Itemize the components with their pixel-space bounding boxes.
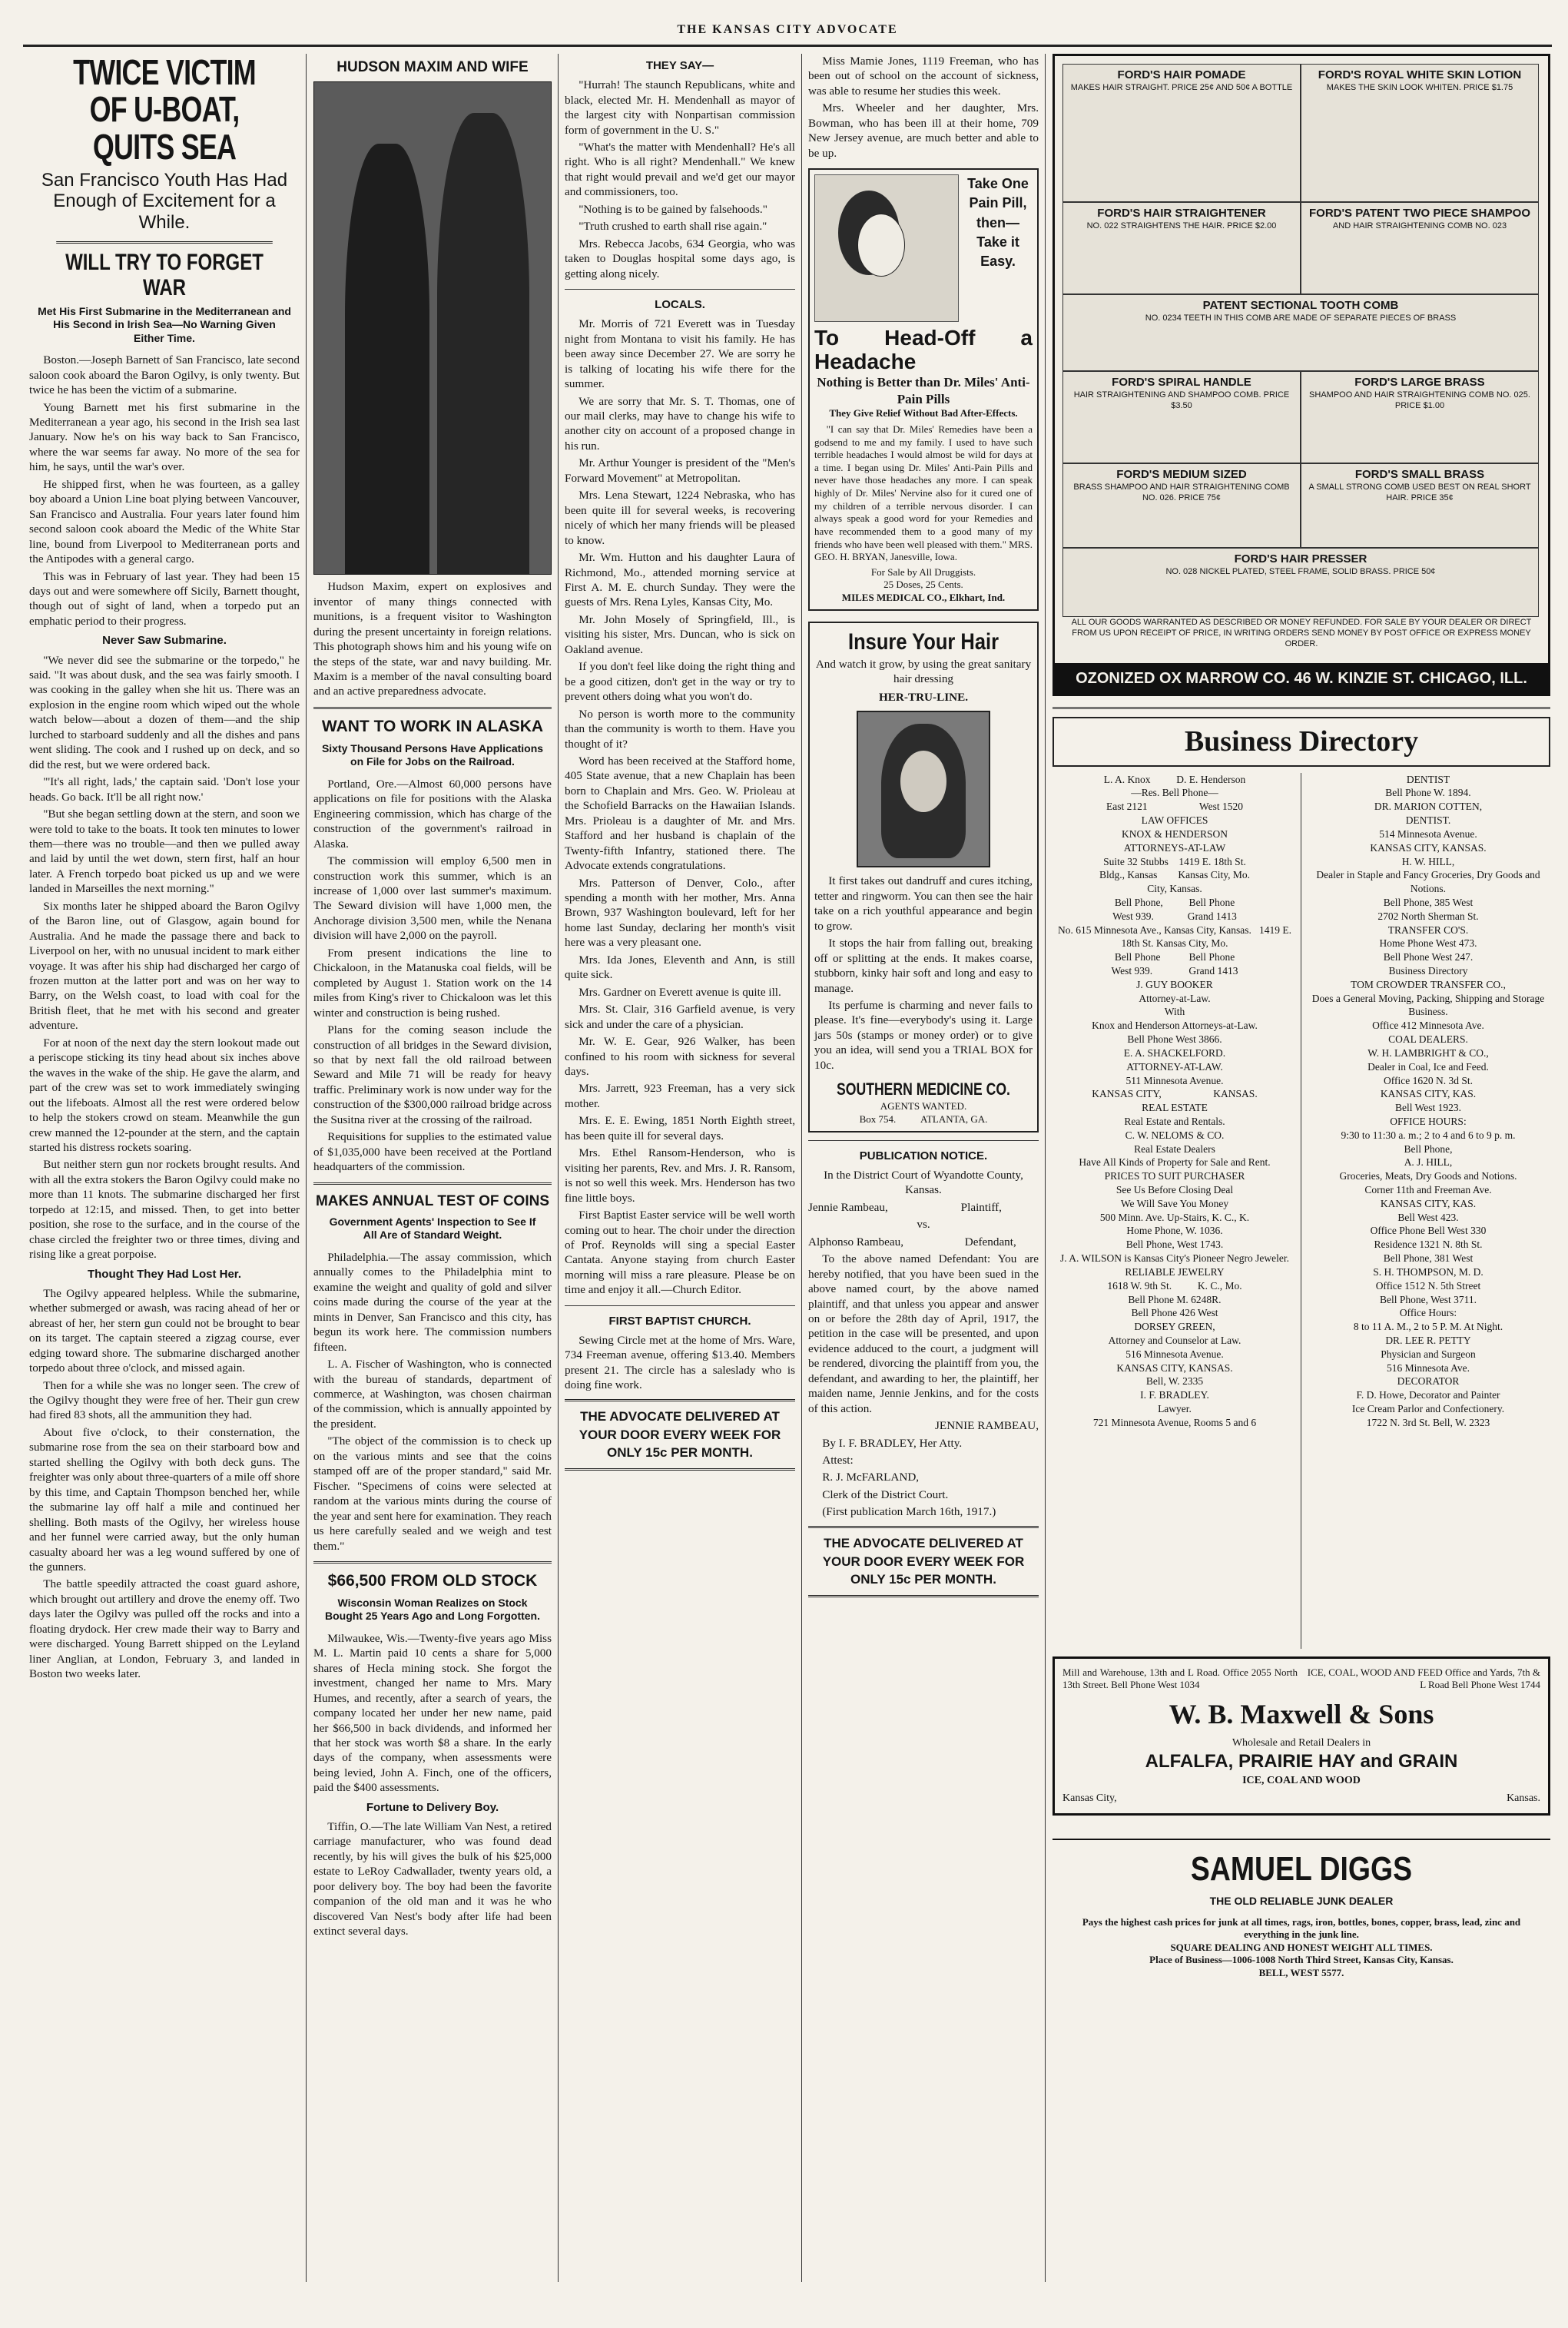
directory-line: Office Phone Bell West 330 — [1370, 1225, 1487, 1237]
directory-right-column — [1306, 773, 1550, 1430]
paragraph: The Ogilvy appeared helpless. While the submarine, whether submerged or awash, was racing ahead of her or abreast of her, her stern gun could not be brought to bear on its target. The captain steered a zigzag course, ever edging toward shore. The submarine discharged another torpedo about three o'clock, and missed again. — [29, 1286, 300, 1375]
maxwell-line-3: ICE, COAL AND WOOD — [1242, 1774, 1361, 1786]
diggs-line-4: BELL, WEST 5577. — [1258, 1967, 1344, 1979]
directory-line: KANSAS CITY, KANSAS. — [1092, 1088, 1258, 1100]
ad-hair-body — [814, 874, 1033, 1073]
paragraph: The battle speedily attracted the coast guard ashore, which brought out artillery and drove the enemy off. Two days later the Ogilvy was pulled off the rocks and into a floating drydock. Her crew made their way to Barry and were discharged. Young Barrett shipped on the Leyland liner Anglian, at London, February 3, and landed in Boston two weeks later. — [29, 1577, 300, 1681]
article-coins-body — [313, 1250, 552, 1554]
local-item: Mr. Arthur Younger is president of the "Men's Forward Movement" at Metropolitan. — [565, 456, 795, 485]
deck-uboat: Met His First Submarine in the Mediterranean and His Second in Irish Sea—No Warning Given Either Time. — [38, 304, 291, 344]
directory-line: Home Phone West 473. — [1379, 937, 1477, 950]
directory-line: Bell Phone W. 1894. — [1385, 787, 1471, 799]
ford-item-name: FORD'S LARGE BRASS — [1354, 376, 1485, 389]
directory-line: RELIABLE JEWELRY — [1125, 1265, 1225, 1278]
local-item: If you don't feel like doing the right thing and be a good citizen, don't get in the way or try to prevent others doing what you won't do. — [565, 660, 795, 704]
ford-item-name: FORD'S SPIRAL HANDLE — [1112, 376, 1251, 389]
directory-line: KNOX & HENDERSON — [1122, 827, 1228, 840]
directory-line: Bell Phone, West 1743. — [1125, 1239, 1224, 1251]
directory-line: Office Hours: — [1399, 1307, 1457, 1319]
directory-line: DECORATOR — [1397, 1375, 1460, 1388]
directory-line: 1722 N. 3rd St. Bell, W. 2323 — [1366, 1416, 1490, 1428]
directory-line: W. H. LAMBRIGHT & CO., — [1367, 1046, 1489, 1059]
directory-line: Bell Phone West 247. — [1383, 951, 1474, 963]
directory-line: H. W. HILL, — [1401, 855, 1455, 867]
paragraph: Mrs. Rebecca Jacobs, 634 Georgia, who was taken to Douglas hospital some days ago, is getting along nicely. — [565, 237, 795, 280]
ford-item-large-brass — [1301, 371, 1539, 463]
directory-line: 721 Minnesota Avenue, Rooms 5 and 6 — [1092, 1416, 1257, 1428]
they-say-body — [565, 78, 795, 281]
directory-line: 514 Minnesota Avenue. — [1379, 827, 1477, 840]
paragraph: Portland, Ore.—Almost 60,000 persons have applications on file for positions with the Alaska Engineering commission, which has charge of the construction of the government's railroad in Alaska. — [313, 777, 552, 851]
ad-hair-agents: AGENTS WANTED. — [880, 1100, 967, 1113]
ford-item-name: FORD'S MEDIUM SIZED — [1116, 468, 1247, 481]
local-item: Mrs. St. Clair, 316 Garfield avenue, is very sick and under the care of a physician. — [565, 1003, 795, 1031]
photo-title-maxim: HUDSON MAXIM AND WIFE — [336, 59, 529, 75]
directory-line: We Will Save You Money — [1120, 1197, 1229, 1209]
local-item: Mrs. E. E. Ewing, 1851 North Eighth street, has been quite ill for several days. — [565, 1114, 795, 1142]
directory-line: OFFICE HOURS: — [1390, 1115, 1467, 1127]
ford-item-name: FORD'S ROYAL WHITE SKIN LOTION — [1318, 68, 1522, 81]
ad-hair-company: SOUTHERN MEDICINE CO. — [837, 1079, 1010, 1099]
ford-item-tooth-comb — [1062, 294, 1539, 371]
subhead-delivery-boy: Fortune to Delivery Boy. — [366, 1800, 499, 1814]
paragraph: "Hurrah! The staunch Republicans, white and black, elected Mr. H. Mendenhall as mayor of the largest city with Nonpartisan commission form of government in the U. S." — [565, 78, 795, 137]
directory-line: E. A. SHACKELFORD. — [1123, 1046, 1226, 1059]
ford-item-name: FORD'S HAIR PRESSER — [1234, 552, 1367, 565]
publication-attest: Attest: — [822, 1454, 854, 1467]
local-item: Mrs. Jarrett, 923 Freeman, has a very sick mother. — [565, 1082, 795, 1110]
ad-miles-foot-3: MILES MEDICAL CO., Elkhart, Ind. — [841, 592, 1006, 604]
directory-line: East 2121 West 1520 — [1106, 801, 1243, 813]
local-item: Mr. John Mosely of Springfield, Ill., is visiting his sister, Mrs. Duncan, who is sick on Oakland avenue. — [565, 612, 795, 656]
local-item: Mr. Morris of 721 Everett was in Tuesday night from Montana to visit his family. He has been away since December 27. We are sorry he is talking of locating his wife there for the summer. — [565, 317, 795, 391]
ford-item-name: FORD'S SMALL BRASS — [1354, 468, 1485, 481]
directory-line: 511 Minnesota Avenue. — [1125, 1074, 1224, 1086]
maxwell-name: W. B. Maxwell & Sons — [1169, 1698, 1434, 1729]
paragraph: Young Barnett met his first submarine in the Mediterranean a year ago, his second in the Irish sea last January. Now he's on his way back to San Francisco, where the war seems far away. No more of the sea for him, he says, until the war's over. — [29, 400, 300, 474]
directory-line: —Res. Bell Phone— — [1131, 787, 1218, 799]
business-directory — [1053, 773, 1550, 1649]
directory-line: PRICES TO SUIT PURCHASER — [1104, 1170, 1245, 1182]
directory-line: Bell Phone, Bell Phone — [1114, 896, 1235, 908]
locals-continued — [808, 54, 1039, 161]
paragraph: Its perfume is charming and never fails to please. It's fine—everybody's using it. Large jars 50s (stamps or money order) or to give you an idea, will send you a TRIAL BOX for 10c. — [814, 999, 1033, 1072]
directory-line: DORSEY GREEN, — [1134, 1321, 1215, 1333]
directory-line: Groceries, Meats, Dry Goods and Notions. — [1339, 1170, 1517, 1182]
ford-item-desc: MAKES THE SKIN LOOK WHITEN. PRICE $1.75 — [1326, 83, 1513, 93]
directory-line: S. H. THOMPSON, M. D. — [1373, 1265, 1483, 1278]
directory-line: Real Estate Dealers — [1134, 1142, 1215, 1155]
article-alaska-body — [313, 777, 552, 1175]
ad-ford-products — [1053, 54, 1550, 696]
ford-item-desc: NO. 022 STRAIGHTENS THE HAIR. PRICE $2.00 — [1086, 221, 1277, 231]
diggs-name: SAMUEL DIGGS — [1190, 1850, 1413, 1889]
directory-line: Bell Phone, 381 West — [1383, 1252, 1474, 1265]
directory-line: Bell Phone, 385 West — [1383, 896, 1474, 908]
publication-clerk-title: Clerk of the District Court. — [822, 1487, 949, 1501]
directory-line: Bell Phone 426 West — [1131, 1307, 1218, 1319]
divider — [313, 707, 552, 709]
directory-line: 516 Minnesota Ave. — [1386, 1361, 1470, 1374]
ford-item-name: FORD'S HAIR POMADE — [1117, 68, 1246, 81]
article-delivery-boy-body — [313, 1819, 552, 1939]
publication-first-date: (First publication March 16th, 1917.) — [822, 1505, 996, 1519]
paragraph: For at noon of the next day the stern lookout made out a periscope sticking its tiny head about six inches above the waves in the wake of the ship. He gave the alarm, and part of the crew was set to work immediately swinging out the lifeboats. Almost all the rest were ordered below to help the stokers crowd on steam. Meanwhile the gun crew manned the 12-pounder at the stern, and the captain started his distress rockets soaring. — [29, 1036, 300, 1155]
subhead-never-saw: Never Saw Submarine. — [102, 634, 227, 648]
diggs-line-3: Place of Business—1006-1008 North Third Street, Kansas City, Kansas. — [1149, 1954, 1454, 1966]
directory-line: Knox and Henderson Attorneys-at-Law. — [1092, 1020, 1258, 1032]
subheadline-uboat: San Francisco Youth Has Had Enough of Excitement for a While. — [41, 169, 288, 234]
ford-item-desc: NO. 028 NICKEL PLATED, STEEL FRAME, SOLID BRASS. PRICE 50¢ — [1165, 567, 1436, 577]
delivery-notice: THE ADVOCATE DELIVERED AT YOUR DOOR EVERY WEEK FOR ONLY 15c PER MONTH. — [808, 1526, 1039, 1597]
headline-they-say: THEY SAY— — [645, 59, 714, 72]
directory-line: Bell Phone, West 3711. — [1379, 1293, 1477, 1305]
directory-line: KANSAS CITY, KANSAS. — [1116, 1361, 1233, 1374]
paragraph: "We never did see the submarine or the torpedo," he said. "It was about dusk, and the sea was fairly smooth. I was cooking in the galley when she hit us. There was an explosion in the engine room which wiped out the whole watch below—about a dozen of them—and the ship lurched to starboard suddenly and all the dishes and pans went sliding. The cook and I rushed up on deck, and so did the rest, but we were ordered back. — [29, 653, 300, 771]
diggs-sub: THE OLD RELIABLE JUNK DEALER — [1209, 1894, 1394, 1907]
paragraph: Six months later he shipped aboard the Baron Ogilvy of the Baron line, out of Glasgow, again bound for Australia. And he made the passage there and back to Liverpool on her, with no unusual incident to mark either voyage. It was after his ship had discharged her cargo of frozen mutton at the latter port and was on her way to Barry, on the Welsh coast, to load with coal for the British fleet, that he met with his second and greater adventure. — [29, 899, 300, 1033]
divider — [313, 1182, 552, 1185]
directory-line: 500 Minn. Ave. Up-Stairs, K. C., K. — [1099, 1211, 1250, 1223]
paragraph: "The object of the commission is to check up on the various mints and see that the coins stamped off are of the proper standard," said Mr. Fischer. "Specimens of coins were selected at random at the various mints during the course of the year and sent here for examination. They reach us here carefully sealed and we weigh and test them." — [313, 1434, 552, 1553]
paragraph: Boston.—Joseph Barnett of San Francisco, late second saloon cook aboard the Baron Ogilvy, is only twenty. But twice he has been the victim of a submarine. — [29, 353, 300, 397]
directory-line: Dealer in Staple and Fancy Groceries, Dry Goods and Notions. — [1316, 869, 1543, 895]
deck-coins: Government Agents' Inspection to See If All Are of Standard Weight. — [329, 1215, 536, 1242]
ad-samuel-diggs — [1053, 1839, 1550, 1987]
directory-line: Bldg., Kansas Kansas City, Mo. — [1099, 869, 1250, 881]
illustration-face — [857, 214, 905, 277]
ad-illustration-woman — [814, 174, 959, 322]
local-item: Word has been received at the Stafford home, 405 State avenue, that a new Chaplain has been born to Chaplain and Mrs. Geo. W. Prioleau at the Schofield Barracks on the Hawaiian Islands. Mrs. Prioleau is a daughter of Mr. and Mrs. Stafford and her husband is chaplain of the Twenty-fifth Infantry, stationed there. The Advocate extends congratulations. — [565, 754, 795, 873]
ad-miles-deck: They Give Relief Without Bad After-Effects. — [829, 407, 1018, 420]
local-item: We are sorry that Mr. S. T. Thomas, one of our mail clerks, may have to change his wife to another city on account of a proposed change in his run. — [565, 394, 795, 453]
ford-item-medium-sized — [1062, 463, 1301, 548]
directory-line: I. F. BRADLEY. — [1140, 1389, 1209, 1401]
ford-item-desc: A SMALL STRONG COMB USED BEST ON REAL SHORT HAIR. PRICE 35¢ — [1308, 483, 1531, 503]
ad-maxwell-sons — [1053, 1656, 1550, 1816]
directory-line: 516 Minnesota Avenue. — [1125, 1348, 1224, 1360]
column-4 — [808, 54, 1039, 2282]
column-rule — [1045, 54, 1046, 2282]
publication-clerk: R. J. McFARLAND, — [822, 1471, 920, 1484]
directory-line: DENTIST. — [1405, 814, 1451, 827]
directory-line: REAL ESTATE — [1142, 1102, 1208, 1114]
directory-line: DR. MARION COTTEN, — [1374, 801, 1483, 813]
ford-item-name: PATENT SECTIONAL TOOTH COMB — [1202, 299, 1399, 312]
local-item: Mrs. Ida Jones, Eleventh and Ann, is still quite sick. — [565, 953, 795, 982]
directory-line: TRANSFER CO'S. — [1387, 924, 1469, 936]
directory-line: Home Phone, W. 1036. — [1126, 1225, 1223, 1237]
ad-hair-brand: HER-TRU-LINE. — [878, 690, 969, 704]
directory-line: COAL DEALERS. — [1388, 1033, 1468, 1046]
directory-line: West 939. Grand 1413 — [1112, 910, 1237, 922]
local-item: Mr. Wm. Hutton and his daughter Laura of Richmond, Mo., attended morning service at First A. M. E. church Sunday. They were the guests of Mrs. Rena Lyles, Kansas City, Mo. — [565, 551, 795, 609]
diggs-body: Pays the highest cash prices for junk at all times, rags, iron, bottles, bones, copper, brass, lead, zinc and everything in the junk line. — [1082, 1915, 1521, 1941]
headline-first-baptist: FIRST BAPTIST CHURCH. — [608, 1314, 751, 1328]
ford-item-desc: AND HAIR STRAIGHTENING COMB NO. 023 — [1332, 221, 1507, 231]
column-5 — [1053, 54, 1550, 2282]
paragraph: The commission will employ 6,500 men in construction work this summer, which is an increase of 1,000 over last summer's maximum. The Seward division will have 1,000 men, the Anchorage division 3,500 men, while the Nenana division will have 2,000 on the payroll. — [313, 854, 552, 943]
paragraph: Requisitions for supplies to the estimated value of $1,035,000 have been received at the Portland headquarters of the commission. — [313, 1130, 552, 1174]
local-item: Mrs. Patterson of Denver, Colo., after spending a month with her mother, Mrs. Anna Brown, 937 Washington boulevard, left for her home last Sunday, declaring her month's visit here was a very pleasant one. — [565, 876, 795, 950]
headline-uboat: TWICE VICTIM OF U-BOAT, QUITS SEA — [73, 54, 256, 167]
paragraph: "What's the matter with Mendenhall? He's all right. Who is all right? Mendenhall." We knew that right would prevail and we'd get our mayor and commissioners, too. — [565, 141, 795, 199]
ad-hair-sub: And watch it grow, by using the great sanitary hair dressing — [815, 658, 1032, 686]
directory-line: ATTORNEY-AT-LAW. — [1126, 1060, 1223, 1073]
paragraph: "Truth crushed to earth shall rise again." — [578, 220, 767, 234]
divider — [1053, 707, 1550, 709]
directory-line: KANSAS CITY, KANSAS. — [1370, 841, 1487, 854]
maxwell-city-left: Kansas City, — [1062, 1792, 1117, 1805]
directory-line: Bell, W. 2335 — [1145, 1375, 1204, 1388]
directory-line: Suite 32 Stubbs 1419 E. 18th St. — [1103, 855, 1246, 867]
directory-line: Bell West 423. — [1397, 1211, 1459, 1223]
ford-item-desc: MAKES HAIR STRAIGHT. PRICE 25¢ AND 50¢ A BOTTLE — [1070, 83, 1293, 93]
headline-forget-war: WILL TRY TO FORGET WAR — [56, 241, 273, 300]
directory-line: LAW OFFICES — [1141, 814, 1208, 827]
directory-line: Physician and Surgeon — [1381, 1348, 1476, 1360]
ford-guarantee: ALL OUR GOODS WARRANTED AS DESCRIBED OR MONEY REFUNDED. FOR SALE BY YOUR DEALER OR DIRECT FROM US UPON RECEIPT OF PRICE, IN WRITING ORDERS SEND MONEY BY POST OFFICE OR EXPRESS MONEY ORDER. — [1071, 618, 1532, 649]
divider — [565, 289, 795, 290]
directory-line: KANSAS CITY, KAS. — [1380, 1088, 1477, 1100]
directory-line: Dealer in Coal, Ice and Feed. — [1367, 1060, 1489, 1073]
ad-hair-headline: Insure Your Hair — [847, 628, 999, 655]
publication-court: In the District Court of Wyandotte County, Kansas. — [824, 1168, 1023, 1197]
directory-line: C. W. NELOMS & CO. — [1125, 1129, 1225, 1141]
maxwell-city-right: Kansas. — [1507, 1792, 1540, 1805]
paragraph: From present indications the line to Chickaloon, in the Matanuska coal fields, will be completed by August 1. Station work on the 14 miles from King's river to Chickaloon was let this winter and construction is being rushed. — [313, 946, 552, 1020]
newspaper-page — [23, 23, 1552, 2301]
directory-line: J. GUY BOOKER — [1136, 978, 1213, 990]
ad-miles-foot-2: 25 Doses, 25 Cents. — [883, 579, 963, 591]
paragraph: But neither stern gun nor rockets brought results. And with all the extra stokers the Baron Ogilvy could make no more than 11 knots. The submarine discharged her first torpedo at 12:15, and missed. Then, to get into better position, she rose to the surface, and in the course of the chase circled the freighter two or three times, diving and rising like a great porpoise. — [29, 1158, 300, 1262]
article-uboat-body-2 — [29, 653, 300, 1262]
headline-coins: MAKES ANNUAL TEST OF COINS — [315, 1192, 549, 1209]
first-baptist-body: Sewing Circle met at the home of Mrs. Ware, 734 Freeman avenue, offering $13.40. Members present 21. The circle has a saleslady who is doing fine work. — [565, 1334, 795, 1392]
directory-line: L. A. Knox D. E. Henderson — [1103, 773, 1246, 785]
directory-line: A. J. HILL, — [1404, 1156, 1453, 1169]
ford-item-hair-presser — [1062, 548, 1539, 617]
delivery-notice: THE ADVOCATE DELIVERED AT YOUR DOOR EVERY WEEK FOR ONLY 15c PER MONTH. — [565, 1399, 795, 1471]
ford-company-footer: OZONIZED OX MARROW CO. 46 W. KINZIE ST. CHICAGO, ILL. — [1055, 663, 1548, 694]
ford-item-name: FORD'S PATENT TWO PIECE SHAMPOO — [1308, 207, 1531, 220]
ford-item-desc: BRASS SHAMPOO AND HAIR STRAIGHTENING COMB NO. 026. PRICE 75¢ — [1073, 483, 1290, 503]
directory-line: Residence 1321 N. 8th St. — [1374, 1239, 1483, 1251]
column-rule — [801, 54, 802, 2282]
paragraph: Milwaukee, Wis.—Twenty-five years ago Miss M. L. Martin paid 10 cents a share for 5,000 shares of Hecla mining stock. She forgot the investment, changed her name to Mrs. Mary Humes, and recently, after a search of years, the company located her under her new name, paid her $66,500 in back dividends, and informed her that her stock was worth $8 a share. In the early days of the company, when assessments were being levied, John A. Finch, one of the officers, paid the $400 assessments. — [313, 1631, 552, 1795]
ford-item-straightener — [1062, 202, 1301, 294]
publication-body: To the above named Defendant: You are hereby notified, that you have been sued in the above named court, by the above named plaintiff, and that unless you appear and answer on or before the 28th day of April, 1917, the petition in the case will be presented, and upon evidence adduced to the court, a judgment will be rendered, divorcing the plaintiff from you, the defendant, and awarding to her, the plaintiff, her maiden name, Jennie Jenkins, and for the costs of this action. — [808, 1252, 1039, 1415]
headline-old-stock: $66,500 FROM OLD STOCK — [327, 1571, 538, 1590]
maxwell-line-2: ALFALFA, PRAIRIE HAY and GRAIN — [1145, 1750, 1458, 1772]
directory-line: Real Estate and Rentals. — [1124, 1115, 1225, 1127]
masthead: THE KANSAS CITY ADVOCATE — [23, 23, 1552, 47]
column-2 — [313, 54, 552, 2282]
article-old-stock-body — [313, 1631, 552, 1796]
publication-by: By I. F. BRADLEY, Her Atty. — [822, 1436, 963, 1450]
publication-notice-title: PUBLICATION NOTICE. — [859, 1149, 988, 1162]
article-uboat-body-3 — [29, 1286, 300, 1682]
paragraph: Plans for the coming season include the construction of all bridges in the Seward division, so that by next fall the old railroad between Seward and Mile 71 will be ready for heavy traffic. Preliminary work is now under way for the construction of the $300,000 railroad bridge across the Susitna river at the crossing of the railroad. — [313, 1023, 552, 1126]
divider — [808, 1140, 1039, 1141]
photo-figure-woman — [437, 113, 529, 574]
directory-line: Attorney and Counselor at Law. — [1108, 1334, 1241, 1346]
column-3 — [565, 54, 795, 2282]
directory-line: Does a General Moving, Packing, Shipping and Storage Business. — [1311, 992, 1547, 1018]
ford-item-desc: HAIR STRAIGHTENING AND SHAMPOO COMB. PRICE $3.50 — [1073, 390, 1290, 411]
publication-defendant: Alphonso Rambeau, Defendant, — [808, 1235, 1016, 1249]
deck-old-stock: Wisconsin Woman Realizes on Stock Bought 25 Years Ago and Long Forgotten. — [324, 1596, 540, 1623]
portrait-face — [900, 751, 946, 812]
ford-item-spiral-handle — [1062, 371, 1301, 463]
directory-line: Business Directory — [1388, 965, 1468, 977]
paragraph: This was in February of last year. They had been 15 days out and were somewhere off Sicily, Barnett thought, though out of sight of land, when a torpedo put an emphatic period to their progress. — [29, 569, 300, 628]
directory-line: Ice Cream Parlor and Confectionery. — [1351, 1403, 1505, 1414]
divider — [313, 1561, 552, 1564]
publication-plaintiff: Jennie Rambeau, Plaintiff, — [808, 1200, 1002, 1214]
local-item: Mr. W. E. Gear, 926 Walker, has been confined to his room with sickness for several days. — [565, 1035, 795, 1079]
photo-figure-man — [345, 144, 429, 574]
column-1 — [29, 54, 300, 2282]
ad-miles-headline: To Head-Off a Headache — [814, 326, 1033, 373]
ford-item-skin-lotion — [1301, 64, 1539, 202]
directory-line: No. 615 Minnesota Ave., Kansas City, Kansas. 1419 E. 18th St. Kansas City, Mo. — [1057, 924, 1295, 950]
directory-line: F. D. Howe, Decorator and Painter — [1356, 1389, 1500, 1401]
photo-caption-maxim: Hudson Maxim, expert on explosives and inventor of many things connected with munitions, is a frequent visitor to Washington during the present uncertainty in foreign relations. This photograph shows him and his young wife on the steps of the state, war and navy building. Mr. Maxim is a member of the naval consulting board and an active preparedness advocate. — [313, 580, 552, 698]
paragraph: "But she began settling down at the stern, and soon we were told to take to the boats. It took ten minutes to lower them—there was no trouble—and then we pulled away and laid by until the wet down, stern first, half an hour later. A French torpedo boat picked us up and we were landed in Marseilles the next morning." — [29, 808, 300, 896]
directory-line: Attorney-at-Law. — [1139, 992, 1211, 1004]
directory-line: City, Kansas. — [1147, 883, 1202, 895]
paragraph: Mrs. Wheeler and her daughter, Mrs. Bowman, who has been ill at their home, 709 New Jersey avenue, are much better and able to be up. — [808, 101, 1039, 160]
ad-miles-body: "I can say that Dr. Miles' Remedies have been a godsend to me and my family. I used to have such terrible headaches I would almost be wild for days at a time. I began using Dr. Miles' Anti-Pain Pills and never have those headaches any more. I can speak highly of Dr. Miles' Nervine also for it cured one of my children of a terrible nervous disorder. I can always speak a good word for your Remedies and have recommended them to a good many of my friends who have been well pleased with them." MRS. GEO. H. BRYAN, Janesville, Iowa. — [814, 423, 1033, 563]
directory-line: DENTIST — [1406, 773, 1450, 785]
local-item: Mrs. Lena Stewart, 1224 Nebraska, who has been quite ill for several weeks, is recovering nicely of which her many friends will be pleased to know. — [565, 489, 795, 547]
directory-line: Bell Phone, — [1404, 1142, 1453, 1155]
ad-hair-portrait — [857, 711, 990, 867]
directory-line: 8 to 11 A. M., 2 to 5 P. M. At Night. — [1353, 1321, 1503, 1333]
directory-line: Corner 11th and Freeman Ave. — [1364, 1184, 1492, 1196]
ad-miles-side: Take One Pain Pill, then— Take it Easy. — [967, 176, 1029, 269]
directory-line: 2702 North Sherman St. — [1377, 910, 1479, 922]
paragraph: Then for a while she was no longer seen. The crew of the Ogilvy thought they were free of her. Their gun crew had fired 83 shots, all the ammunition they had. — [29, 1378, 300, 1422]
publication-vs: vs. — [917, 1218, 930, 1232]
local-item: First Baptist Easter service will be well worth coming out to hear. The choir under the direction of Prof. Reynolds will sing a special Easter Cantata. Anyone staying from church Easter morning will miss a rare pleasure. Please be on time and enjoy it all.—Church Editor. — [565, 1209, 795, 1297]
local-item: Mrs. Gardner on Everett avenue is quite ill. — [578, 985, 781, 999]
paragraph: Tiffin, O.—The late William Van Nest, a retired carriage manufacturer, who was found dead recently, by his will gives the bulk of his $25,000 estate to LeRoy Cadwallader, twenty years old, a poor delivery boy. The boy had been the favorite companion of the old man and it was he who discovered Van Nest's body after life had been extinct several days. — [313, 1820, 552, 1938]
subhead-lost-her: Thought They Had Lost Her. — [87, 1267, 241, 1281]
directory-line: Bell Phone West 3866. — [1127, 1033, 1222, 1046]
local-item: Mrs. Ethel Ransom-Henderson, who is visiting her parents, Rev. and Mrs. J. R. Ransom, is not so well this week. Mrs. Henderson has two fine little boys. — [565, 1146, 795, 1205]
deck-alaska: Sixty Thousand Persons Have Applications on File for Jobs on the Railroad. — [321, 741, 544, 768]
ford-item-desc: NO. 0234 TEETH IN THIS COMB ARE MADE OF SEPARATE PIECES OF BRASS — [1145, 313, 1457, 323]
directory-line: 1618 W. 9th St. K. C., Mo. — [1107, 1279, 1242, 1292]
local-item: No person is worth more to the community than the community is worth to them. Have you thought of it? — [565, 707, 795, 751]
directory-line: Office 1620 N. 3d St. — [1384, 1074, 1473, 1086]
ad-miles-sub: Nothing is Better than Dr. Miles' Anti-Pain Pills — [817, 374, 1030, 406]
directory-left-column — [1053, 773, 1297, 1430]
paragraph: L. A. Fischer of Washington, who is connected with the bureau of standards, department of commerce, at Washington, was chosen chairman of the commission, which is annually appointed by the president. — [313, 1358, 552, 1431]
ford-item-desc: SHAMPOO AND HAIR STRAIGHTENING COMB NO. 025. PRICE $1.00 — [1309, 390, 1530, 411]
maxwell-right: ICE, COAL, WOOD AND FEED Office and Yards, 7th & L Road Bell Phone West 1744 — [1307, 1666, 1540, 1691]
paragraph: It stops the hair from falling out, breaking off or splitting at the ends. It makes coarse, stubborn, kinky hair soft and long and easy to manage. — [814, 937, 1033, 995]
column-rule — [558, 54, 559, 2282]
directory-line: Office 1512 N. 5th Street — [1375, 1279, 1481, 1292]
directory-line: KANSAS CITY, KAS. — [1380, 1197, 1477, 1209]
directory-line: Bell Phone Bell Phone — [1114, 951, 1235, 963]
ad-hair-address: Box 754. ATLANTA, GA. — [859, 1113, 988, 1126]
publication-signature: JENNIE RAMBEAU, — [935, 1419, 1039, 1433]
photo-maxim-and-wife — [313, 81, 552, 575]
directory-line: Bell Phone M. 6248R. — [1128, 1293, 1222, 1305]
paragraph: About five o'clock, to their consternation, the submarine rose from the sea on their starboard bow and started shelling the Ogilvy with both deck guns. The freighter was only about three-quarters of a mile off shore by this time, and Captain Thompson benched her, while the submarine lay off half a mile and continued her shelling. Both masts of the Ogilvy, her wireless house and her funnel were carried away, but the only human casualty aboard her was a leg wound suffered by one of the gunners. — [29, 1425, 300, 1574]
headline-locals: LOCALS. — [655, 298, 705, 312]
paragraph: He shipped first, when he was fourteen, as a galley boy aboard a Union Line boat plying between Vancouver, San Francisco and Australia. Four years later found him second saloon cook aboard the Medic of the White Star line, bound from Liverpool to Mediterranean ports and the Antipodes with a general cargo. — [29, 477, 300, 566]
divider — [565, 1305, 795, 1306]
article-uboat-body — [29, 353, 300, 628]
paragraph: It first takes out dandruff and cures itching, tetter and ringworm. You can then see the hair take on a rich youthful appearance and begin to grow. — [814, 874, 1033, 933]
ad-miles-foot-1: For Sale by All Druggists. — [870, 565, 976, 578]
directory-line: TOM CROWDER TRANSFER CO., — [1351, 978, 1506, 990]
paragraph: Miss Mamie Jones, 1119 Freeman, who has been out of school on the account of sickness, was able to resume her studies this week. — [808, 55, 1039, 98]
directory-line: DR. LEE R. PETTY — [1385, 1334, 1471, 1346]
directory-line: Office 412 Minnesota Ave. — [1372, 1020, 1484, 1032]
directory-line: Bell West 1923. — [1394, 1102, 1462, 1114]
column-rule — [306, 54, 307, 2282]
directory-line: ATTORNEYS-AT-LAW — [1123, 841, 1226, 854]
directory-line: Lawyer. — [1158, 1403, 1192, 1414]
directory-line: J. A. WILSON is Kansas City's Pioneer Negro Jeweler. — [1059, 1252, 1290, 1265]
paragraph: "'It's all right, lads,' the captain said. 'Don't lose your heads. Go back. It'll be all right now.' — [29, 775, 300, 804]
headline-alaska: WANT TO WORK IN ALASKA — [321, 717, 544, 735]
directory-line: Have All Kinds of Property for Sale and Rent. — [1079, 1156, 1271, 1169]
ford-item-name: FORD'S HAIR STRAIGHTENER — [1097, 207, 1266, 220]
paragraph: "Nothing is to be gained by falsehoods." — [578, 202, 767, 216]
ford-item-small-brass — [1301, 463, 1539, 548]
business-directory-title: Business Directory — [1053, 717, 1550, 767]
paragraph: Philadelphia.—The assay commission, which annually comes to the Philadelphia mint to examine the weight and quality of gold and silver coins made during the course of the year at the mints in Denver, San Francisco and this city, has begun its work here. The commission numbers fifteen. — [313, 1250, 552, 1354]
locals-list — [565, 317, 795, 1298]
ad-her-tru-line — [808, 622, 1039, 1132]
maxwell-line-1: Wholesale and Retail Dealers in — [1232, 1736, 1371, 1749]
directory-line: West 939. Grand 1413 — [1111, 965, 1238, 977]
directory-line: With — [1164, 1006, 1185, 1018]
ad-dr-miles — [808, 168, 1039, 610]
directory-line: See Us Before Closing Deal — [1116, 1184, 1234, 1196]
maxwell-left: Mill and Warehouse, 13th and L Road. Office 2055 North 13th Street. Bell Phone West 1034 — [1062, 1666, 1298, 1691]
ford-item-two-piece-shampoo — [1301, 202, 1539, 294]
directory-line: 9:30 to 11:30 a. m.; 2 to 4 and 6 to 9 p. m. — [1341, 1129, 1516, 1141]
diggs-line-2: SQUARE DEALING AND HONEST WEIGHT ALL TIMES. — [1170, 1941, 1433, 1953]
ford-item-pomade — [1062, 64, 1301, 202]
